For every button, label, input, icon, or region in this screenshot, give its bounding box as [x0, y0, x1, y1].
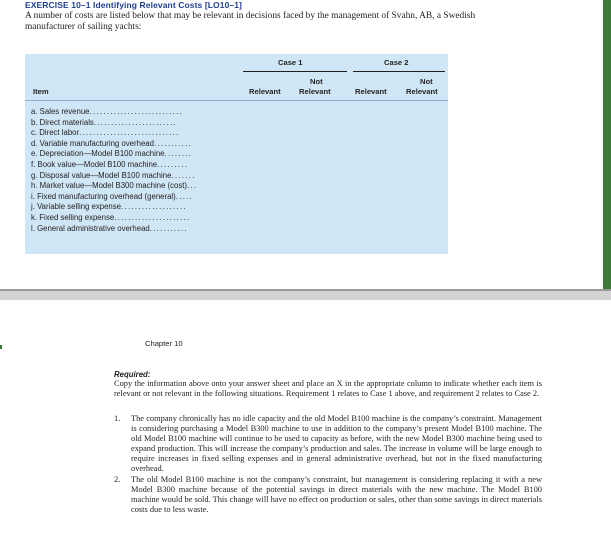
exercise-title: EXERCISE 10–1 Identifying Relevant Costs [LO10–1]	[25, 0, 242, 10]
item-label: e. Depreciation—Model B100 machine	[31, 149, 165, 159]
requirement-item	[114, 475, 542, 515]
requirement-number: 2.	[114, 474, 121, 484]
required-instructions: Copy the information above onto your answer sheet and place an X in the appropriate column to indicate whether each item is relevant or not relevant in the following situations. Requirement 1 relates to Case 1 above, and requirement 2 relates to Case 2.	[114, 379, 542, 399]
cost-items-list	[31, 107, 197, 234]
item-label: l. General administrative overhead	[31, 223, 150, 233]
case1-underline	[243, 71, 347, 72]
header-divider	[25, 100, 448, 101]
leader-dots: ...................	[121, 202, 187, 212]
list-item	[31, 202, 197, 213]
list-item	[31, 107, 197, 118]
requirement-text: The company chronically has no idle capacity and the old Model B100 machine is the company’s constraint. Management is considering purchasing a Model B300 machine to use in addition to the company’s present Model B100 machine. The old Model B100 machine will continue to be used to capacity as before, with the new Model B300 machine being used to expand production. This will increase the company’s production and sales. The increase in volume will be large enough to require increases in fixed selling expenses and in general administrative overhead, but not in the fixed manufacturing overhead.	[131, 414, 542, 474]
leader-dots: ......................	[114, 212, 191, 222]
list-item	[31, 181, 197, 192]
item-label: d. Variable manufacturing overhead	[31, 138, 154, 148]
leader-dots: .............................	[79, 128, 180, 138]
leader-dots: .......	[171, 170, 196, 180]
page-separator-shadow	[0, 289, 611, 291]
requirement-text: The old Model B100 machine is not the company’s constraint, but management is considering replacing it with a new Model B300 machine because of the potential savings in direct materials with the new machine. The Model B100 machine would be sold. This change will have no effect on production or sales, other than some savings in direct materials costs due to less waste.	[131, 474, 542, 514]
item-label: b. Direct materials	[31, 117, 94, 127]
list-item	[31, 213, 197, 224]
margin-marker	[0, 345, 2, 349]
case1-not-label: Not	[310, 77, 323, 86]
leader-dots: .........	[157, 159, 189, 169]
leader-dots: ...........	[153, 138, 193, 148]
item-label: g. Disposal value—Model B100 machine	[31, 170, 172, 180]
item-label: f. Book value—Model B100 machine	[31, 159, 158, 169]
item-label: a. Sales revenue	[31, 107, 90, 116]
leader-dots: ...........................	[89, 107, 184, 116]
case2-relevant-header: Relevant	[355, 87, 387, 96]
list-item	[31, 149, 197, 160]
case1-relevant-header: Relevant	[249, 87, 281, 96]
item-label: i. Fixed manufacturing overhead (general)	[31, 191, 176, 201]
list-item	[31, 118, 197, 129]
case2-underline	[353, 71, 445, 72]
list-item	[31, 171, 197, 182]
list-item	[31, 139, 197, 150]
chapter-label: Chapter 10	[145, 339, 183, 348]
item-label: h. Market value—Model B300 machine (cost)	[31, 181, 188, 191]
leader-dots: ........................	[93, 117, 178, 127]
item-label: c. Direct labor	[31, 128, 80, 138]
requirements-list	[114, 414, 542, 515]
exercise-description: A number of costs are listed below that may be relevant in decisions faced by the management of Svahn, AB, a Swedish manufacturer of sailing yachts:	[25, 11, 476, 32]
list-item	[31, 192, 197, 203]
case1-header: Case 1	[278, 58, 303, 67]
item-header: Item	[33, 87, 49, 96]
leader-dots: ...........	[149, 223, 188, 233]
required-heading: Required:	[114, 370, 151, 379]
list-item	[31, 128, 197, 139]
list-item	[31, 224, 197, 235]
list-item	[31, 160, 197, 171]
leader-dots: .....	[175, 191, 194, 201]
leader-dots: ...	[187, 181, 198, 191]
case1-not-relevant-header: Relevant	[299, 87, 331, 96]
item-label: k. Fixed selling expense	[31, 212, 115, 222]
case2-header: Case 2	[384, 58, 409, 67]
case2-not-label: Not	[420, 77, 433, 86]
page-edge-accent	[603, 0, 611, 290]
case2-not-relevant-header: Relevant	[406, 87, 438, 96]
leader-dots: ........	[164, 149, 193, 159]
requirement-number: 1.	[114, 414, 121, 423]
item-label: j. Variable selling expense	[31, 202, 122, 212]
requirement-item	[114, 414, 542, 475]
